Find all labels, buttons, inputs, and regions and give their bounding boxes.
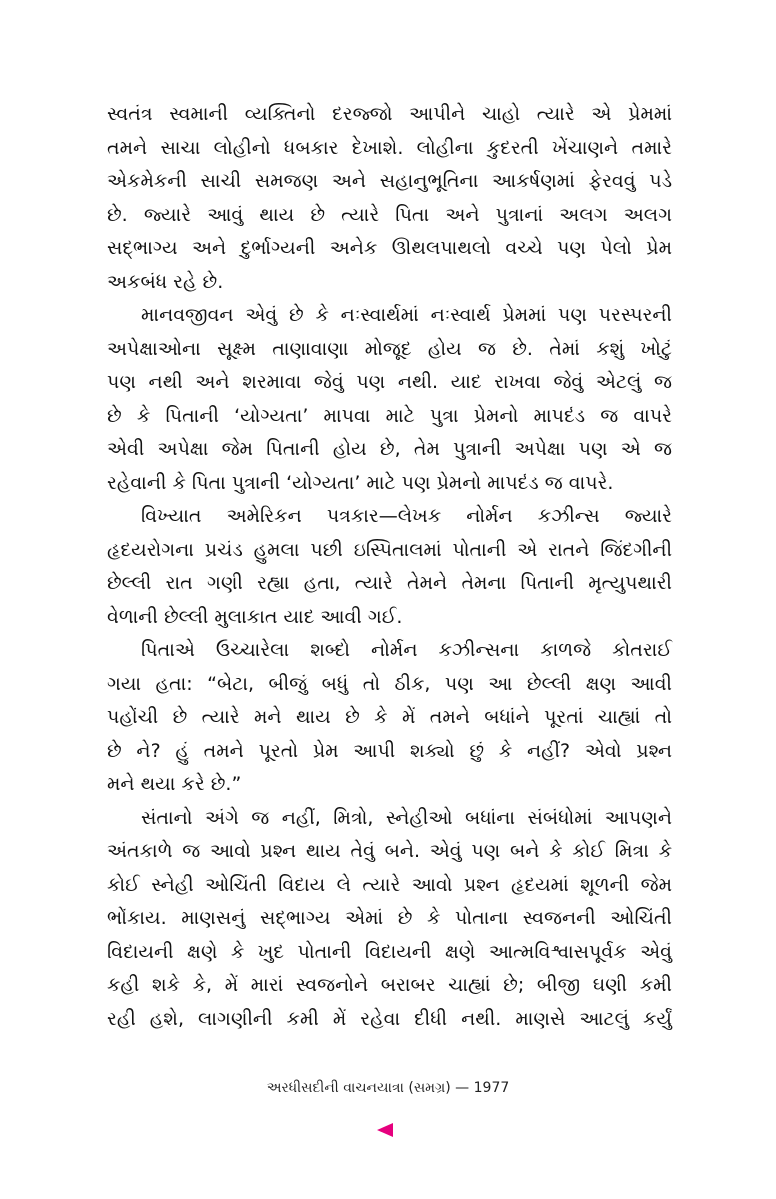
- text-line: છે ને? હું તમને પૂરતો પ્રેમ આપી શક્યો છું કે નહીં? એવો પ્રશ્ન: [107, 739, 672, 762]
- text-line: અંતકાળે જ આવો પ્રશ્ન થાય તેવું બને. એવું પણ બને કે કોઈ મિત્રા કે: [107, 840, 672, 862]
- text-line: માનવજીવન એવું છે કે નઃસ્વાર્થમાં નઃસ્વાર્થ પ્રેમમાં પણ પરસ્પરની: [141, 304, 672, 326]
- text-line: કહી શકે કે, મેં મારાં સ્વજનોને બરાબર ચાહ્યાં છે; બીજી ઘણી કમી: [107, 974, 672, 996]
- text-line: અકબંધ રહે છે.: [107, 270, 224, 293]
- paragraph: [107, 634, 672, 802]
- text-line: પહોંચી છે ત્યારે મને થાય છે કે મેં તમને બધાંને પૂરતાં ચાહ્યાં તો: [107, 706, 672, 728]
- text-line: વિદાયની ક્ષણે કે ખુદ પોતાની વિદાયની ક્ષણે આત્મવિશ્વાસપૂર્વક એવું: [107, 940, 672, 963]
- text-line: રહી હશે, લાગણીની કમી મેં રહેવા દીધી નથી. માણસે આટલું કર્યું: [107, 1007, 672, 1030]
- text-line: છે. જ્યારે આવું થાય છે ત્યારે પિતા અને પુત્રાનાં અલગ અલગ: [107, 203, 672, 226]
- text-line: પિતાએ ઉચ્ચારેલા શબ્દો નોર્મન કઝીન્સના કાળજે કોતરાઈ: [141, 639, 672, 661]
- paragraph: [107, 500, 672, 634]
- text-line: રહેવાની કે પિતા પુત્રાની ‘યોગ્યતા’ માટે પણ પ્રેમનો માપદંડ જ વાપરે.: [107, 471, 614, 494]
- text-line: વિખ્યાત અમેરિકન પત્રકાર—લેખક નોર્મન કઝીન્સ જ્યારે: [141, 505, 672, 527]
- paragraph: [107, 299, 672, 500]
- text-line: છેલ્લી રાત ગણી રહ્યા હતા, ત્યારે તેમને તેમના પિતાની મૃત્યુપથારી: [107, 572, 672, 594]
- text-line: ભોંકાય. માણસનું સદ્ભાગ્ય એમાં છે કે પોતાના સ્વજનની ઓચિંતી: [107, 907, 672, 929]
- text-line: પણ નથી અને શરમાવા જેવું પણ નથી. યાદ રાખવા જેવું એટલું જ: [107, 371, 672, 393]
- text-line: કોઈ સ્નેહી ઓચિંતી વિદાય લે ત્યારે આવો પ્રશ્ન હૃદયમાં શૂળની જેમ: [107, 873, 672, 896]
- text-line: છે કે પિતાની ‘યોગ્યતા’ માપવા માટે પુત્રા પ્રેમનો માપદંડ જ વાપરે: [107, 404, 672, 427]
- text-line: ગયા હતા: “બેટા, બીજું બધું તો ઠીક, પણ આ છેલ્લી ક્ષણ આવી: [107, 672, 672, 695]
- paragraph: [107, 802, 672, 1037]
- paragraph: [107, 98, 672, 299]
- text-line: એકમેકની સાચી સમજણ અને સહાનુભૂતિના આકર્ષણમાં ફેરવવું પડે: [107, 170, 672, 192]
- body-text: [107, 98, 672, 1036]
- text-line: મને થયા કરે છે.”: [107, 773, 242, 795]
- previous-page-arrow-icon[interactable]: [377, 1123, 393, 1137]
- text-line: એવી અપેક્ષા જેમ પિતાની હોય છે, તેમ પુત્રાની અપેક્ષા પણ એ જ: [107, 438, 672, 460]
- text-line: અપેક્ષાઓના સૂક્ષ્મ તાણાવાણા મોજૂદ હોય જ છે. તેમાં કશું ખોટું: [107, 337, 672, 360]
- text-line: સદ્ભાગ્ય અને દુર્ભાગ્યની અનેક ઊથલપાથલો વચ્ચે પણ પેલો પ્રેમ: [107, 237, 672, 259]
- text-line: તમને સાચા લોહીનો ધબકાર દેખાશે. લોહીના કુદરતી ખેંચાણને તમારે: [107, 136, 672, 159]
- text-line: સ્વતંત્ર સ્વમાની વ્યક્તિનો દરજ્જો આપીને ચાહો ત્યારે એ પ્રેમમાં: [107, 103, 672, 125]
- text-line: સંતાનો અંગે જ નહીં, મિત્રો, સ્નેહીઓ બધાંના સંબંધોમાં આપણને: [141, 806, 672, 829]
- page-footer: અરધીસદીની વાચનયાત્રા (સમગ્ર) — 1977: [266, 1080, 510, 1096]
- text-line: વેળાની છેલ્લી મુલાકાત યાદ આવી ગઈ.: [107, 605, 403, 628]
- text-line: હૃદયરોગના પ્રચંડ હુમલા પછી ઇસ્પિતાલમાં પોતાની એ રાતને જિંદગીની: [107, 538, 672, 561]
